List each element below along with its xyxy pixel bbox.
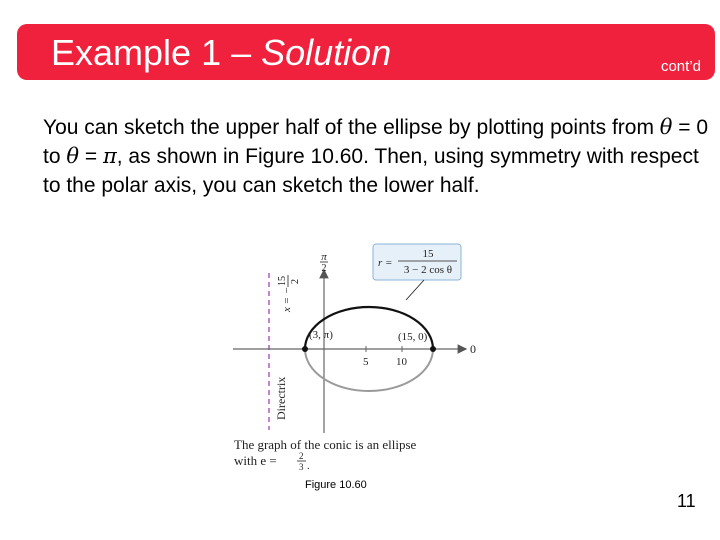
body-paragraph bbox=[43, 113, 713, 200]
title-main: Example 1 – bbox=[51, 32, 262, 73]
caption-fraction-numerator: 2 bbox=[299, 451, 304, 461]
callout-numerator: 15 bbox=[422, 248, 434, 260]
point-label-right: (15, 0) bbox=[398, 331, 428, 343]
directrix-equation-den: 2 bbox=[290, 279, 301, 284]
body-text-2: = 0 to bbox=[43, 116, 709, 168]
theta-symbol: θ bbox=[66, 144, 80, 168]
title-emphasis: Solution bbox=[261, 32, 392, 73]
callout-pointer bbox=[406, 280, 424, 300]
figure-caption-line-2: with e = bbox=[234, 453, 277, 468]
vertex-left bbox=[302, 346, 308, 352]
polar-ellipse-figure bbox=[228, 238, 488, 473]
directrix-label: Directrix bbox=[274, 376, 288, 420]
pi-over-2-numerator: π bbox=[321, 251, 327, 263]
callout-r-label: r = bbox=[378, 257, 393, 269]
slide-title bbox=[51, 32, 391, 74]
directrix-equation-num: 15 bbox=[277, 276, 288, 286]
caption-period: . bbox=[307, 460, 310, 472]
directrix-equation-x: x = − bbox=[281, 286, 293, 312]
point-label-left: (3, π) bbox=[309, 329, 333, 341]
pi-symbol: π bbox=[102, 144, 117, 168]
figure-label: Figure 10.60 bbox=[305, 479, 367, 491]
figure-caption-line-1: The graph of the conic is an ellipse bbox=[234, 437, 417, 452]
vertex-right bbox=[430, 346, 436, 352]
callout-denominator: 3 − 2 cos θ bbox=[403, 264, 453, 276]
page-number: 11 bbox=[677, 491, 696, 511]
continued-label: cont’d bbox=[660, 58, 701, 75]
body-text-3: = bbox=[79, 145, 103, 168]
axis-label-zero: 0 bbox=[470, 342, 476, 356]
body-text-1: You can sketch the upper half of the ellipse by plotting points from bbox=[43, 116, 660, 139]
body-text-4: , as shown in Figure 10.60. Then, using symmetry with respect to the polar axis, you can sketch the lower half. bbox=[43, 145, 699, 197]
title-bar bbox=[17, 24, 715, 80]
caption-fraction-denominator: 3 bbox=[299, 462, 304, 472]
theta-symbol: θ bbox=[659, 115, 673, 139]
tick-label-5: 5 bbox=[363, 356, 369, 368]
tick-label-10: 10 bbox=[396, 356, 407, 368]
pi-over-2-denominator: 2 bbox=[321, 263, 327, 274]
